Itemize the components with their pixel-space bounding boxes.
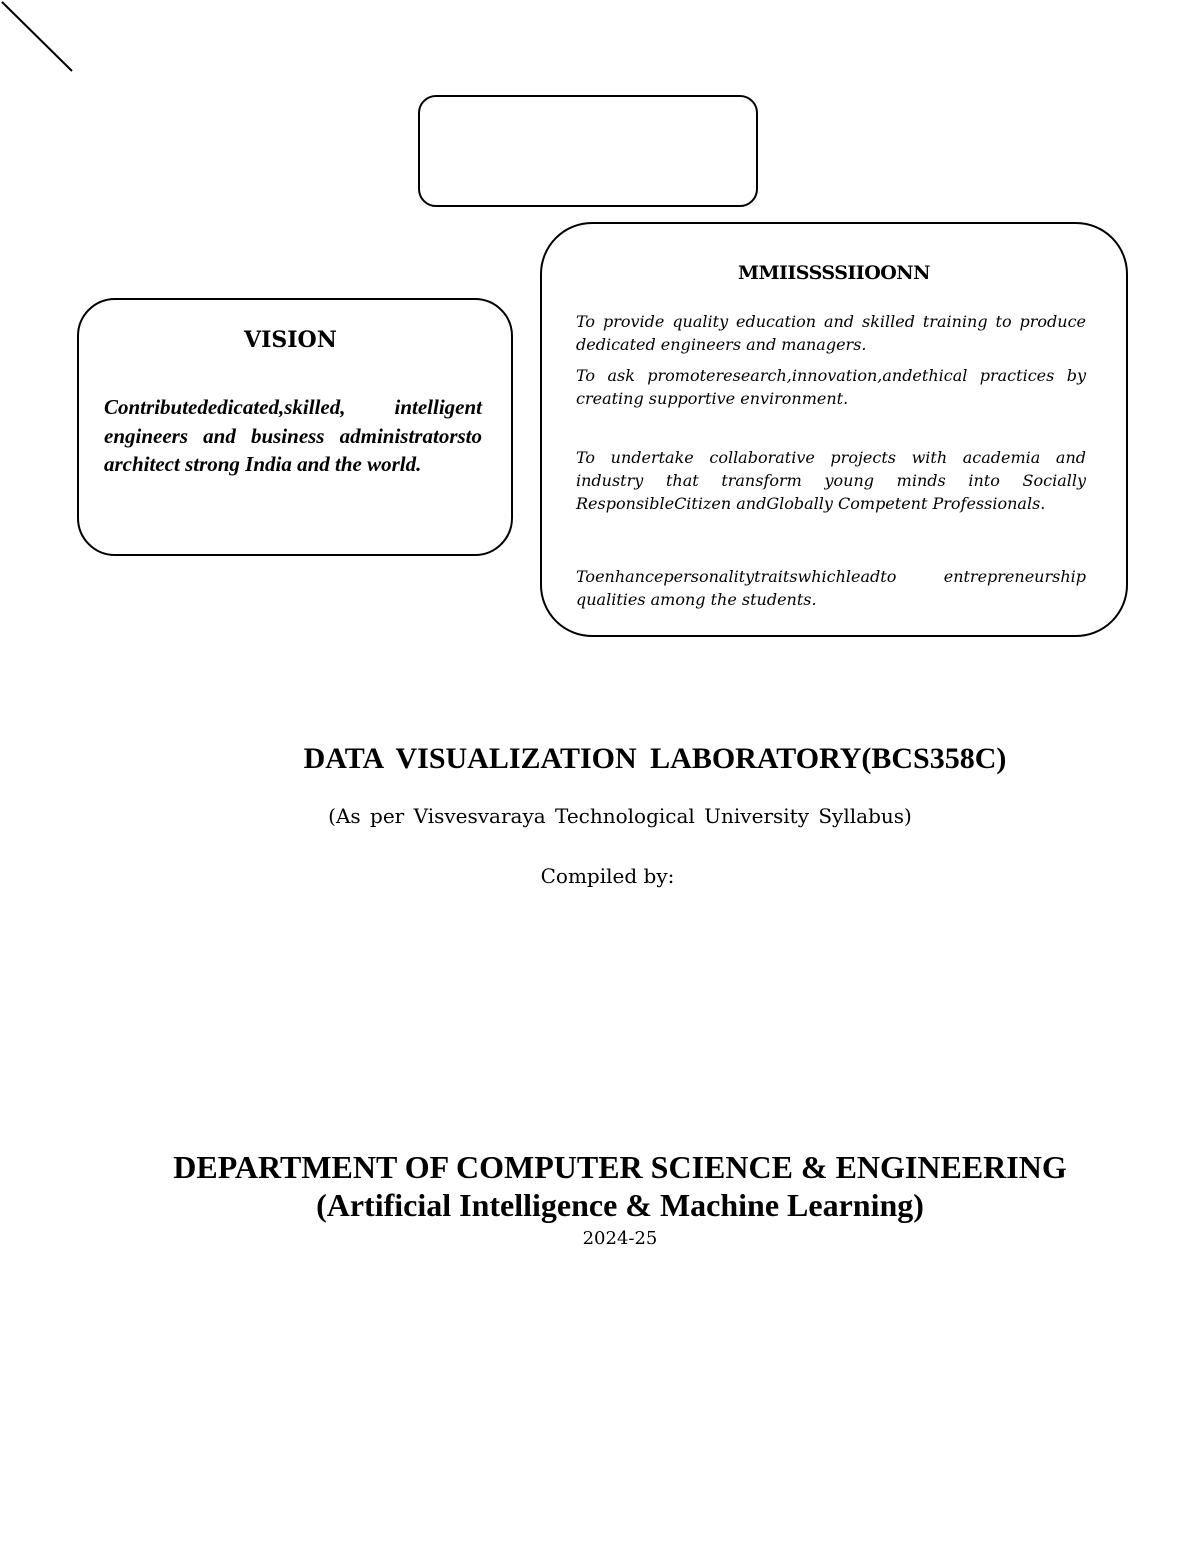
academic-year: 2024-25 xyxy=(582,1228,658,1249)
department-heading xyxy=(0,1148,1200,1224)
mission-item: To ask promoteresearch,innovation,andethical practices by creating supportive environment. xyxy=(576,366,1086,408)
vision-statement: Contributededicated,skilled, intelligent engineers and business administratorsto architect strong India and the world. xyxy=(104,395,482,476)
department-name: DEPARTMENT OF COMPUTER SCIENCE & ENGINEERING xyxy=(173,1149,1067,1185)
course-title: DATA VISUALIZATION LABORATORY(BCS358C) xyxy=(303,742,1007,775)
mission-item: To undertake collaborative projects with academia and industry that transform young minds into Socially ResponsibleCitizen andGlobally Competent Professionals. xyxy=(576,448,1086,513)
mission-title: MMIISSSSIIOONN xyxy=(737,262,931,284)
vision-box xyxy=(77,298,513,556)
mission-box xyxy=(540,222,1128,637)
corner-decoration-line xyxy=(0,0,80,80)
vision-title: VISION xyxy=(244,327,337,353)
syllabus-note: (As per Visvesvaraya Technological University Syllabus) xyxy=(328,804,912,828)
logo-placeholder-box xyxy=(418,95,758,207)
compiled-by-label: Compiled by: xyxy=(540,864,675,888)
mission-item: To provide quality education and skilled training to produce dedicated engineers and managers. xyxy=(576,312,1086,354)
mission-item: Toenhancepersonalitytraitswhichleadto entrepreneurship qualities among the students. xyxy=(576,567,1086,609)
department-specialization: (Artificial Intelligence & Machine Learning) xyxy=(316,1187,924,1223)
